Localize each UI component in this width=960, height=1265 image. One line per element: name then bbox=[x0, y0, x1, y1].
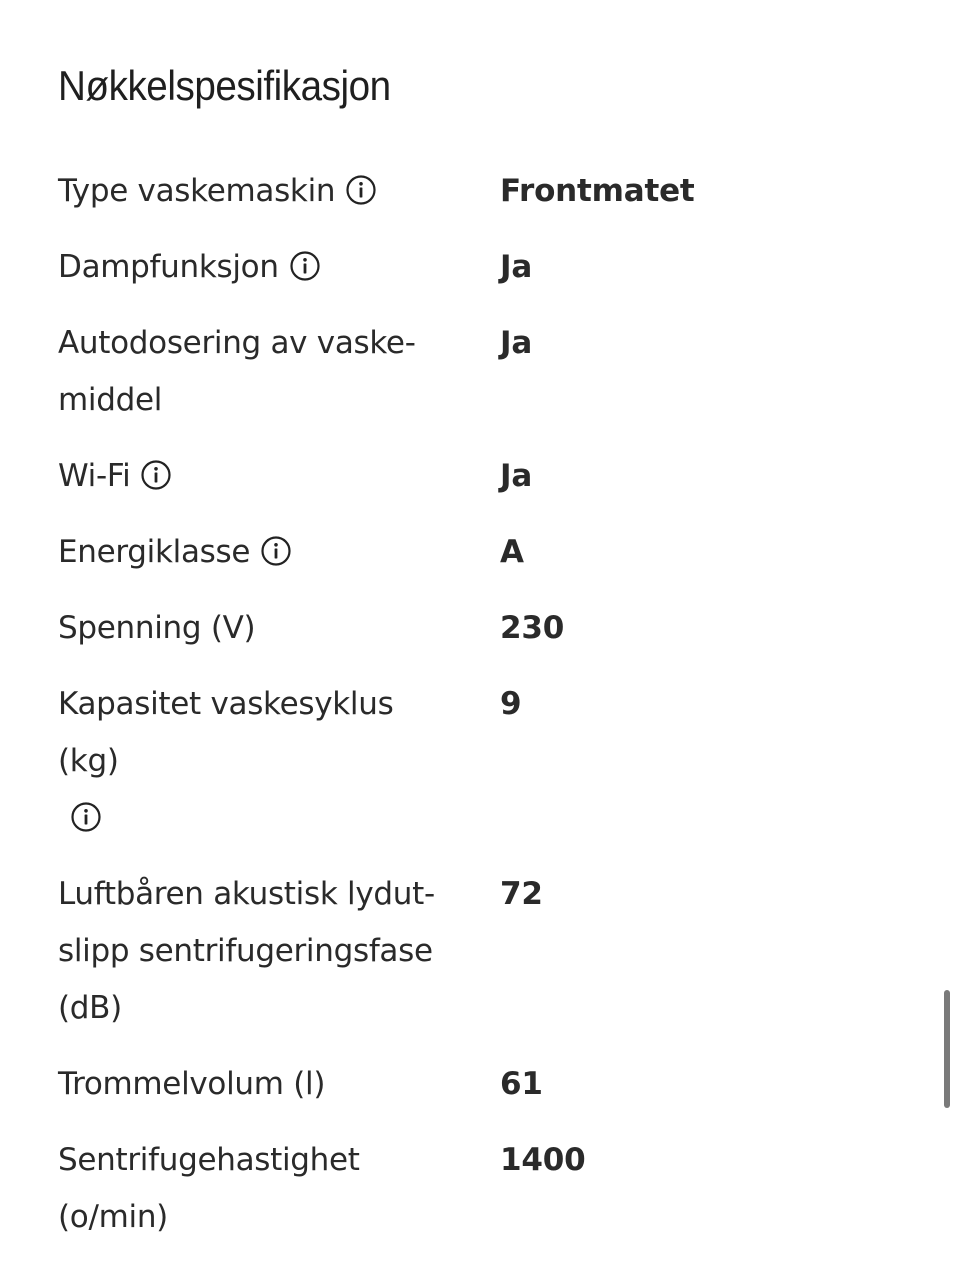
spec-label: Wi-Fi bbox=[58, 448, 458, 505]
spec-label: Sentrifugehastighet (o/min) bbox=[58, 1142, 360, 1235]
spec-label: Energiklasse bbox=[58, 524, 458, 581]
info-icon[interactable] bbox=[345, 174, 377, 206]
section-title: Nøkkelspesifikasjon bbox=[58, 62, 391, 109]
spec-row-autodose bbox=[58, 315, 928, 429]
spec-value: 72 bbox=[500, 876, 543, 912]
info-icon[interactable] bbox=[70, 801, 102, 833]
spec-row-voltage bbox=[58, 600, 928, 657]
info-icon[interactable] bbox=[289, 250, 321, 282]
spec-label: Autodosering av vaske-middel bbox=[58, 325, 416, 418]
spec-row-type bbox=[58, 163, 928, 220]
info-icon[interactable] bbox=[260, 535, 292, 567]
spec-row-energy bbox=[58, 524, 928, 581]
spec-row-wifi bbox=[58, 448, 928, 505]
spec-row-drum bbox=[58, 1056, 928, 1113]
spec-value: Ja bbox=[500, 458, 533, 494]
spec-row-capacity bbox=[58, 676, 928, 847]
spec-label: Luftbåren akustisk lydut-slipp sentrifugeringsfase (dB) bbox=[58, 876, 435, 1026]
spec-row-noise bbox=[58, 866, 928, 1037]
spec-label: Dampfunksjon bbox=[58, 239, 458, 296]
spec-label: Spenning (V) bbox=[58, 610, 256, 646]
spec-label: Type vaskemaskin bbox=[58, 163, 458, 220]
spec-value: 61 bbox=[500, 1066, 543, 1102]
spec-table bbox=[58, 163, 928, 1265]
spec-row-steam bbox=[58, 239, 928, 296]
info-icon[interactable] bbox=[140, 459, 172, 491]
spec-label: Kapasitet vaskesyklus (kg) bbox=[58, 676, 458, 847]
spec-value: 9 bbox=[500, 686, 522, 722]
spec-value: Frontmatet bbox=[500, 173, 695, 209]
spec-label: Trommelvolum (l) bbox=[58, 1066, 326, 1102]
spec-row-spin bbox=[58, 1132, 928, 1246]
scrollbar[interactable] bbox=[944, 990, 950, 1108]
spec-value: 230 bbox=[500, 610, 565, 646]
spec-value: 1400 bbox=[500, 1142, 586, 1178]
spec-value: Ja bbox=[500, 249, 533, 285]
spec-value: A bbox=[500, 534, 524, 570]
spec-value: Ja bbox=[500, 325, 533, 361]
